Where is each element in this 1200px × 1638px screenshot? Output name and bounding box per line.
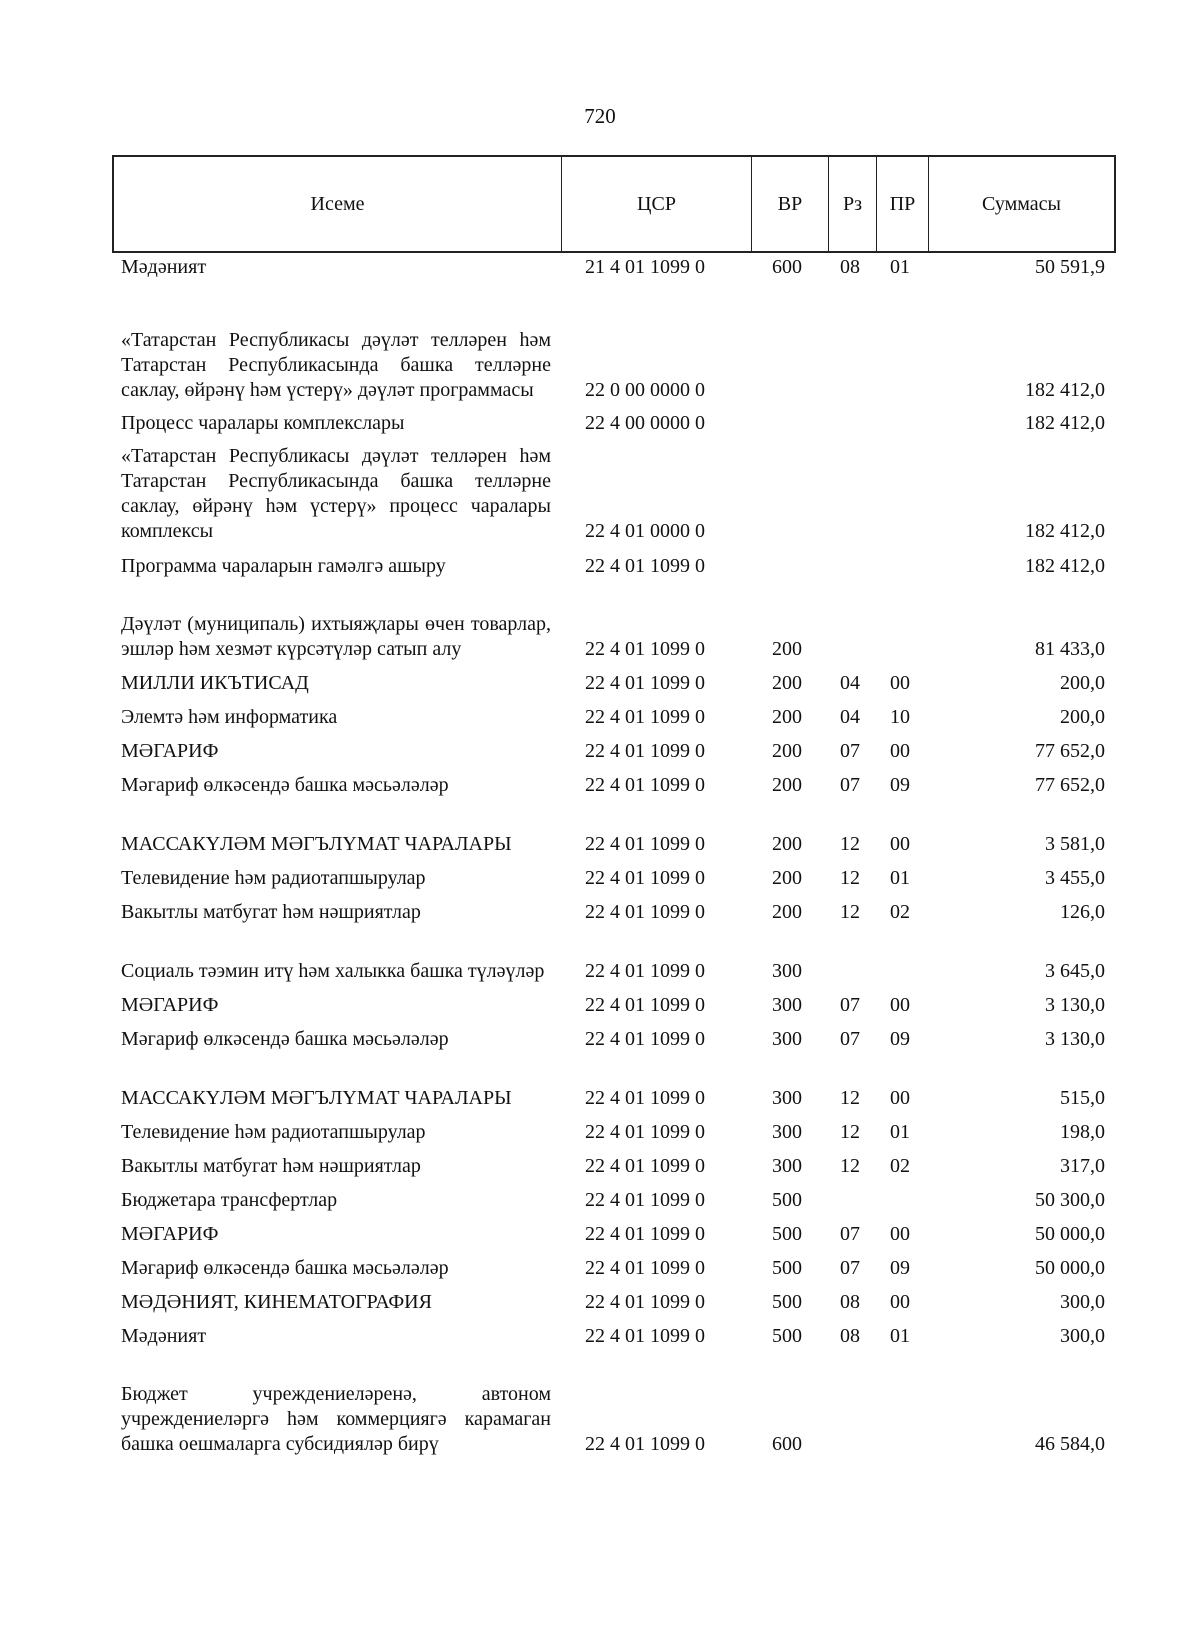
row-rz: 08 xyxy=(840,1325,860,1347)
table-row xyxy=(0,579,1200,662)
row-csr: 22 4 01 1099 0 xyxy=(585,1433,705,1455)
row-csr: 22 4 01 1099 0 xyxy=(585,994,705,1016)
row-sum: 3 130,0 xyxy=(1045,994,1105,1016)
row-vr: 300 xyxy=(772,1087,802,1109)
table-row xyxy=(0,984,1200,1018)
row-name: МАССАКҮЛӘМ МӘГЪЛҮМАТ ЧАРАЛАРЫ xyxy=(121,1087,512,1109)
row-sum: 182 412,0 xyxy=(1025,379,1105,401)
row-vr: 300 xyxy=(772,1028,802,1050)
table-row xyxy=(0,696,1200,730)
row-csr: 22 4 00 0000 0 xyxy=(585,412,705,434)
table-row xyxy=(0,436,1200,544)
row-sum: 77 652,0 xyxy=(1035,740,1105,762)
header-csr: ЦСР xyxy=(562,157,752,251)
row-csr: 22 4 01 1099 0 xyxy=(585,1223,705,1245)
row-pr: 00 xyxy=(890,833,910,855)
row-csr: 22 4 01 1099 0 xyxy=(585,638,705,660)
row-pr: 09 xyxy=(890,1257,910,1279)
table-row xyxy=(0,764,1200,798)
row-vr: 200 xyxy=(772,740,802,762)
table-row xyxy=(0,857,1200,891)
row-name: Мәгариф өлкәсендә башка мәсьәләләр xyxy=(121,1028,449,1050)
table-row xyxy=(0,403,1200,436)
table-row xyxy=(0,891,1200,925)
row-sum: 50 591,9 xyxy=(1035,256,1105,278)
row-csr: 22 4 01 1099 0 xyxy=(585,1028,705,1050)
row-name: Процесс чаралары комплекслары xyxy=(121,412,405,434)
header-name: Исеме xyxy=(114,157,562,251)
row-name: Мәгариф өлкәсендә башка мәсьәләләр xyxy=(121,1257,449,1279)
row-vr: 200 xyxy=(772,833,802,855)
table-header xyxy=(112,155,1116,253)
row-vr: 200 xyxy=(772,706,802,728)
row-sum: 50 300,0 xyxy=(1035,1189,1105,1211)
row-rz: 07 xyxy=(840,740,860,762)
row-csr: 22 4 01 1099 0 xyxy=(585,774,705,796)
row-csr: 22 4 01 1099 0 xyxy=(585,1087,705,1109)
row-name: МИЛЛИ ИКЪТИСАД xyxy=(121,672,309,694)
row-rz: 12 xyxy=(840,833,860,855)
row-name: Бюджет учреждениеләренә, автоном учреждениеләргә һәм коммерциягә карамаган башка оешмаларга субсидияләр бирү xyxy=(121,1383,551,1455)
row-vr: 200 xyxy=(772,774,802,796)
row-vr: 200 xyxy=(772,867,802,889)
row-name: Мәгариф өлкәсендә башка мәсьәләләр xyxy=(121,774,449,796)
row-vr: 300 xyxy=(772,1155,802,1177)
row-vr: 500 xyxy=(772,1325,802,1347)
row-name: Бюджетара трансфертлар xyxy=(121,1189,338,1211)
row-vr: 200 xyxy=(772,901,802,923)
row-pr: 01 xyxy=(890,256,910,278)
row-pr: 01 xyxy=(890,867,910,889)
row-sum: 300,0 xyxy=(1060,1325,1105,1347)
row-name: МӘГАРИФ xyxy=(121,994,219,1016)
row-csr: 22 4 01 0000 0 xyxy=(585,520,705,542)
page-number: 720 xyxy=(584,104,616,128)
row-rz: 04 xyxy=(840,672,860,694)
row-sum: 3 645,0 xyxy=(1045,960,1105,982)
row-vr: 300 xyxy=(772,994,802,1016)
row-rz: 07 xyxy=(840,1028,860,1050)
row-vr: 200 xyxy=(772,672,802,694)
row-name: «Татарстан Республикасы дәүләт телләрен һәм Татарстан Республикасында башка телләрне саклау, өйрәнү һәм үстерү» дәүләт программасы xyxy=(121,329,551,401)
row-name: Элемтә һәм информатика xyxy=(121,706,338,728)
row-csr: 22 4 01 1099 0 xyxy=(585,901,705,923)
row-sum: 3 130,0 xyxy=(1045,1028,1105,1050)
row-sum: 46 584,0 xyxy=(1035,1433,1105,1455)
row-csr: 22 4 01 1099 0 xyxy=(585,1121,705,1143)
row-rz: 07 xyxy=(840,994,860,1016)
row-csr: 21 4 01 1099 0 xyxy=(585,256,705,278)
row-sum: 317,0 xyxy=(1060,1155,1105,1177)
row-name: Телевидение һәм радиотапшырулар xyxy=(121,1121,426,1143)
row-sum: 182 412,0 xyxy=(1025,555,1105,577)
row-csr: 22 4 01 1099 0 xyxy=(585,960,705,982)
row-name: «Татарстан Республикасы дәүләт телләрен һәм Татарстан Республикасында башка телләрне саклау, өйрәнү һәм үстерү» процесс чаралары комплексы xyxy=(121,445,551,542)
table-row xyxy=(0,1349,1200,1457)
row-vr: 500 xyxy=(772,1257,802,1279)
table-row xyxy=(0,730,1200,764)
row-pr: 09 xyxy=(890,774,910,796)
row-rz: 12 xyxy=(840,901,860,923)
row-pr: 02 xyxy=(890,1155,910,1177)
row-sum: 198,0 xyxy=(1060,1121,1105,1143)
table-row xyxy=(0,544,1200,579)
table-row xyxy=(0,1247,1200,1281)
row-pr: 10 xyxy=(890,706,910,728)
table-row xyxy=(0,925,1200,984)
row-sum: 126,0 xyxy=(1060,901,1105,923)
row-name: Программа чараларын гамәлгә ашыру xyxy=(121,555,446,577)
row-sum: 50 000,0 xyxy=(1035,1223,1105,1245)
row-name: МӘГАРИФ xyxy=(121,740,219,762)
row-vr: 500 xyxy=(772,1223,802,1245)
row-sum: 182 412,0 xyxy=(1025,520,1105,542)
row-rz: 12 xyxy=(840,867,860,889)
table-row xyxy=(0,1018,1200,1052)
row-sum: 81 433,0 xyxy=(1035,638,1105,660)
row-sum: 50 000,0 xyxy=(1035,1257,1105,1279)
row-name: Дәүләт (муниципаль) ихтыяҗлары өчен товарлар, эшләр һәм хезмәт күрсәтүләр сатып алу xyxy=(121,613,551,660)
row-vr: 200 xyxy=(772,638,802,660)
row-rz: 08 xyxy=(840,1291,860,1313)
row-csr: 22 4 01 1099 0 xyxy=(585,1291,705,1313)
row-rz: 07 xyxy=(840,1223,860,1245)
row-pr: 01 xyxy=(890,1325,910,1347)
row-pr: 00 xyxy=(890,1087,910,1109)
row-pr: 00 xyxy=(890,1223,910,1245)
row-rz: 12 xyxy=(840,1087,860,1109)
row-name: Мәдәният xyxy=(121,1325,207,1347)
row-sum: 200,0 xyxy=(1060,706,1105,728)
row-rz: 07 xyxy=(840,1257,860,1279)
row-name: МӘДӘНИЯТ, КИНЕМАТОГРАФИЯ xyxy=(121,1291,432,1313)
row-name: Телевидение һәм радиотапшырулар xyxy=(121,867,426,889)
row-name: МӘГАРИФ xyxy=(121,1223,219,1245)
table-row xyxy=(0,1052,1200,1111)
row-name: Вакытлы матбугат һәм нәшриятлар xyxy=(121,901,421,923)
table-row xyxy=(0,798,1200,857)
row-csr: 22 4 01 1099 0 xyxy=(585,1189,705,1211)
row-csr: 22 4 01 1099 0 xyxy=(585,867,705,889)
row-pr: 02 xyxy=(890,901,910,923)
row-name: Мәдәният xyxy=(121,256,207,278)
row-pr: 09 xyxy=(890,1028,910,1050)
row-pr: 00 xyxy=(890,994,910,1016)
row-vr: 600 xyxy=(772,1433,802,1455)
table-row xyxy=(0,1145,1200,1179)
row-csr: 22 4 01 1099 0 xyxy=(585,1257,705,1279)
table-row xyxy=(0,1315,1200,1349)
row-vr: 500 xyxy=(772,1291,802,1313)
row-csr: 22 4 01 1099 0 xyxy=(585,740,705,762)
row-csr: 22 4 01 1099 0 xyxy=(585,555,705,577)
table-row xyxy=(0,280,1200,403)
row-sum: 300,0 xyxy=(1060,1291,1105,1313)
table-row xyxy=(0,1179,1200,1213)
row-rz: 07 xyxy=(840,774,860,796)
row-sum: 182 412,0 xyxy=(1025,412,1105,434)
row-name: Социаль тәэмин итү һәм халыкка башка түләүләр xyxy=(121,960,545,982)
header-pr: ПР xyxy=(877,157,929,251)
row-sum: 3 455,0 xyxy=(1045,867,1105,889)
row-pr: 00 xyxy=(890,740,910,762)
row-sum: 515,0 xyxy=(1060,1087,1105,1109)
row-csr: 22 4 01 1099 0 xyxy=(585,706,705,728)
row-vr: 300 xyxy=(772,960,802,982)
table-row xyxy=(0,254,1200,280)
row-rz: 12 xyxy=(840,1121,860,1143)
row-pr: 00 xyxy=(890,672,910,694)
table-row xyxy=(0,1111,1200,1145)
row-csr: 22 4 01 1099 0 xyxy=(585,1155,705,1177)
table-body xyxy=(0,254,1200,1457)
header-rz: Рз xyxy=(829,157,877,251)
table-row xyxy=(0,1213,1200,1247)
row-pr: 00 xyxy=(890,1291,910,1313)
row-sum: 200,0 xyxy=(1060,672,1105,694)
row-name: МАССАКҮЛӘМ МӘГЪЛҮМАТ ЧАРАЛАРЫ xyxy=(121,833,512,855)
row-vr: 500 xyxy=(772,1189,802,1211)
row-name: Вакытлы матбугат һәм нәшриятлар xyxy=(121,1155,421,1177)
row-rz: 12 xyxy=(840,1155,860,1177)
table-row xyxy=(0,1281,1200,1315)
row-csr: 22 0 00 0000 0 xyxy=(585,379,705,401)
row-csr: 22 4 01 1099 0 xyxy=(585,1325,705,1347)
row-rz: 08 xyxy=(840,256,860,278)
header-vr: ВР xyxy=(752,157,829,251)
row-sum: 77 652,0 xyxy=(1035,774,1105,796)
row-pr: 01 xyxy=(890,1121,910,1143)
header-sum: Суммасы xyxy=(982,192,1061,215)
table-row xyxy=(0,662,1200,696)
row-vr: 300 xyxy=(772,1121,802,1143)
row-csr: 22 4 01 1099 0 xyxy=(585,833,705,855)
row-rz: 04 xyxy=(840,706,860,728)
row-vr: 600 xyxy=(772,256,802,278)
row-sum: 3 581,0 xyxy=(1045,833,1105,855)
row-csr: 22 4 01 1099 0 xyxy=(585,672,705,694)
